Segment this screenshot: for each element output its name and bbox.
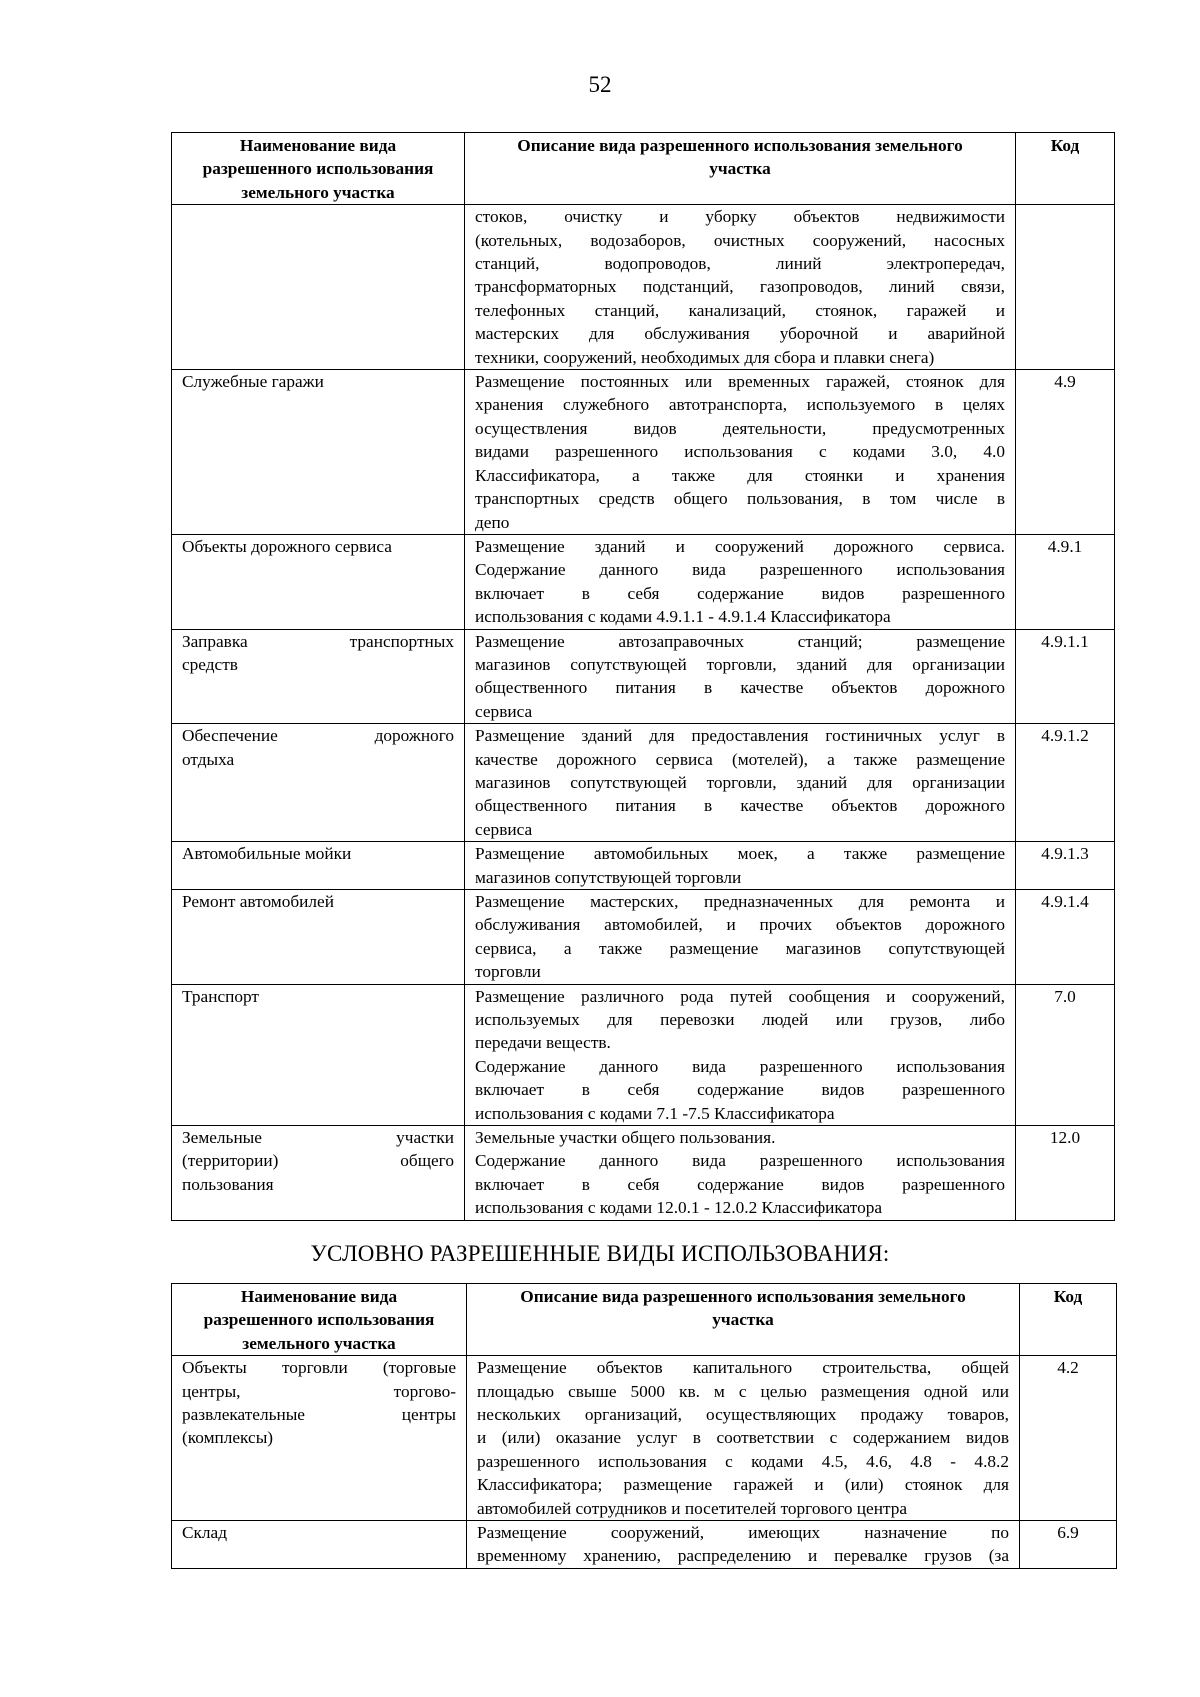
use-name-cell <box>172 370 465 535</box>
description-text-line: используемых для перевозки людей или грузов, либо <box>475 1010 1005 1030</box>
use-code-cell: 4.2 <box>1020 1356 1117 1521</box>
table-row <box>172 984 1115 1125</box>
use-name-cell <box>172 1356 467 1521</box>
description-text-line: мастерских для обслуживания уборочной и аварийной <box>475 324 1005 344</box>
use-description-cell <box>465 629 1016 724</box>
description-text-line: трансформаторных подстанций, газопроводов, линий связи, <box>475 277 1005 297</box>
description-text-line: использования с кодами 4.9.1.1 - 4.9.1.4 Классификатора <box>475 607 891 627</box>
description-text-line: включает в себя содержание видов разрешенного <box>475 1080 1005 1100</box>
header-line: Описание вида разрешенного использования земельного <box>520 1287 966 1306</box>
header-line: Описание вида разрешенного использования земельного <box>517 136 963 155</box>
header-code: Код <box>1016 133 1115 205</box>
table-header-row <box>172 133 1115 205</box>
section-heading: УСЛОВНО РАЗРЕШЕННЫЕ ВИДЫ ИСПОЛЬЗОВАНИЯ: <box>310 1241 890 1266</box>
table-header-row <box>172 1284 1117 1356</box>
header-line: разрешенного использования <box>202 159 434 179</box>
name-text-line: средств <box>182 654 238 674</box>
header-line: Наименование вида <box>239 136 397 155</box>
name-text-line: Автомобильные мойки <box>182 844 352 864</box>
description-text-line: временному хранению, распределению и перевалке грузов (за <box>477 1546 1009 1566</box>
description-text-line: магазинов сопутствующей торговли, зданий для организации <box>475 772 1005 792</box>
description-text-line: сервиса <box>475 701 533 721</box>
description-text-line: Классификатора; размещение гаражей и (или) стоянок для <box>477 1475 1009 1495</box>
description-text-line: телефонных станций, канализаций, стоянок, гаражей и <box>475 300 1005 320</box>
description-text-line: качестве дорожного сервиса (мотелей), а также размещение <box>475 749 1005 769</box>
use-code-cell: 7.0 <box>1016 984 1115 1125</box>
name-text-line: Объекты торговли (торговые <box>182 1358 456 1378</box>
description-text-line: Содержание данного вида разрешенного использования <box>475 1056 1005 1076</box>
name-text-line: (территории) общего <box>182 1151 454 1171</box>
description-text-line: площадью свыше 5000 кв. м с целью размещения одной или <box>477 1381 1009 1401</box>
header-line: участка <box>712 1310 774 1330</box>
description-text-line: включает в себя содержание видов разрешенного <box>475 583 1005 603</box>
description-text-line: Размещение постоянных или временных гаражей, стоянок для <box>475 372 1005 392</box>
use-name-cell <box>172 984 465 1125</box>
use-code-cell: 4.9.1.3 <box>1016 842 1115 890</box>
description-text-line: использования с кодами 12.0.1 - 12.0.2 Классификатора <box>475 1198 883 1218</box>
name-text-line: Служебные гаражи <box>182 372 324 392</box>
use-code-cell: 4.9.1.2 <box>1016 724 1115 842</box>
header-line: Наименование вида <box>240 1287 398 1306</box>
description-text-line: станций, водопроводов, линий электропередач, <box>475 254 1005 274</box>
name-text-line: пользования <box>182 1174 274 1194</box>
description-text-line: магазинов сопутствующей торговли <box>475 867 742 887</box>
name-text-line: Транспорт <box>182 986 259 1006</box>
use-code-cell <box>1016 205 1115 370</box>
table-row <box>172 534 1115 629</box>
description-text-line: депо <box>475 512 510 532</box>
name-text-line: Обеспечение дорожного <box>182 726 454 746</box>
description-text-line: стоков, очистку и уборку объектов недвижимости <box>475 207 1005 227</box>
description-text-line: включает в себя содержание видов разрешенного <box>475 1174 1005 1194</box>
description-text-line: разрешенного использования с кодами 4.5, 4.6, 4.8 - 4.8.2 <box>477 1451 1009 1471</box>
description-text-line: Размещение автозаправочных станций; размещение <box>475 631 1005 651</box>
table-row <box>172 205 1115 370</box>
name-text-line: Склад <box>182 1523 228 1543</box>
description-text-line: нескольких организаций, осуществляющих продажу товаров, <box>477 1405 1009 1425</box>
description-text-line: сервиса, а также размещение магазинов сопутствующей <box>475 938 1005 958</box>
description-text-line: (котельных, водозаборов, очистных сооружений, насосных <box>475 230 1005 250</box>
description-text-line: транспортных средств общего пользования, в том числе в <box>475 489 1005 509</box>
name-text-line: Объекты дорожного сервиса <box>182 536 392 556</box>
table-row <box>172 370 1115 535</box>
use-description-cell <box>465 370 1016 535</box>
description-text-line: общественного питания в качестве объектов дорожного <box>475 796 1005 816</box>
header-line: разрешенного использования <box>203 1310 435 1330</box>
header-line: участка <box>709 159 771 179</box>
use-name-cell <box>172 842 465 890</box>
description-text-line: обслуживания автомобилей, и прочих объектов дорожного <box>475 915 1005 935</box>
use-name-cell <box>172 890 465 985</box>
table-row <box>172 890 1115 985</box>
use-description-cell <box>465 1126 1016 1221</box>
name-text-line: (комплексы) <box>182 1428 274 1448</box>
table-row <box>172 629 1115 724</box>
header-description <box>465 133 1016 205</box>
description-text-line: Размещение зданий и сооружений дорожного сервиса. <box>475 536 1005 556</box>
description-text-line: передачи веществ. <box>475 1033 611 1053</box>
name-text-line: Ремонт автомобилей <box>182 892 334 911</box>
use-name-cell <box>172 629 465 724</box>
description-text-line: Размещение мастерских, предназначенных для ремонта и <box>475 892 1005 911</box>
header-line: земельного участка <box>242 1333 396 1353</box>
name-text-line: центры, торгово- <box>182 1381 456 1401</box>
description-text-line: Размещение автомобильных моек, а также размещение <box>475 844 1005 864</box>
use-name-cell <box>172 724 465 842</box>
use-code-cell: 6.9 <box>1020 1521 1117 1569</box>
description-text-line: Земельные участки общего пользования. <box>475 1128 776 1148</box>
use-code-cell: 4.9.1 <box>1016 534 1115 629</box>
description-text-line: техники, сооружений, необходимых для сбора и плавки снега) <box>475 347 935 367</box>
page-number: 52 <box>588 72 612 97</box>
description-text-line: торговли <box>475 962 541 982</box>
description-text-line: Размещение различного рода путей сообщения и сооружений, <box>475 986 1005 1006</box>
name-text-line: Земельные участки <box>182 1128 454 1148</box>
table-row <box>172 1126 1115 1221</box>
description-text-line: автомобилей сотрудников и посетителей торгового центра <box>477 1498 908 1518</box>
description-text-line: Размещение зданий для предоставления гостиничных услуг в <box>475 726 1005 746</box>
description-text-line: магазинов сопутствующей торговли, зданий для организации <box>475 654 1005 674</box>
name-text-line: развлекательные центры <box>182 1405 456 1425</box>
description-text-line: Классификатора, а также для стоянки и хранения <box>475 465 1005 485</box>
use-name-cell <box>172 534 465 629</box>
name-text-line: Заправка транспортных <box>182 631 454 651</box>
use-name-cell <box>172 1126 465 1221</box>
name-text-line: отдыха <box>182 749 235 769</box>
description-text-line: Размещение сооружений, имеющих назначение по <box>477 1523 1009 1543</box>
description-text-line: Содержание данного вида разрешенного использования <box>475 560 1005 580</box>
description-text-line: использования с кодами 7.1 -7.5 Классификатора <box>475 1103 835 1123</box>
use-code-cell: 4.9.1.4 <box>1016 890 1115 985</box>
table-row <box>172 1521 1117 1569</box>
header-name <box>172 1284 467 1356</box>
use-code-cell: 4.9 <box>1016 370 1115 535</box>
description-text-line: осуществления видов деятельности, предусмотренных <box>475 418 1005 438</box>
header-description <box>467 1284 1020 1356</box>
conditional-uses-table <box>171 1283 1117 1569</box>
table-row <box>172 1356 1117 1521</box>
description-text-line: видами разрешенного использования с кодами 3.0, 4.0 <box>475 442 1005 462</box>
use-name-cell <box>172 205 465 370</box>
use-code-cell: 12.0 <box>1016 1126 1115 1221</box>
header-name <box>172 133 465 205</box>
header-code: Код <box>1020 1284 1117 1356</box>
use-description-cell <box>465 534 1016 629</box>
use-name-cell <box>172 1521 467 1569</box>
header-line: земельного участка <box>241 182 395 202</box>
use-description-cell <box>465 724 1016 842</box>
use-description-cell <box>465 890 1016 985</box>
description-text-line: общественного питания в качестве объектов дорожного <box>475 678 1005 698</box>
table-row <box>172 842 1115 890</box>
use-description-cell <box>467 1521 1020 1569</box>
permitted-uses-table <box>171 132 1115 1221</box>
table-row <box>172 724 1115 842</box>
use-description-cell <box>465 205 1016 370</box>
use-description-cell <box>467 1356 1020 1521</box>
description-text-line: и (или) оказание услуг в соответствии с содержанием видов <box>477 1428 1009 1448</box>
description-text-line: Размещение объектов капитального строительства, общей <box>477 1358 1009 1378</box>
description-text-line: хранения служебного автотранспорта, используемого в целях <box>475 395 1005 415</box>
use-description-cell <box>465 984 1016 1125</box>
description-text-line: Содержание данного вида разрешенного использования <box>475 1151 1005 1171</box>
use-code-cell: 4.9.1.1 <box>1016 629 1115 724</box>
use-description-cell <box>465 842 1016 890</box>
description-text-line: сервиса <box>475 819 533 839</box>
